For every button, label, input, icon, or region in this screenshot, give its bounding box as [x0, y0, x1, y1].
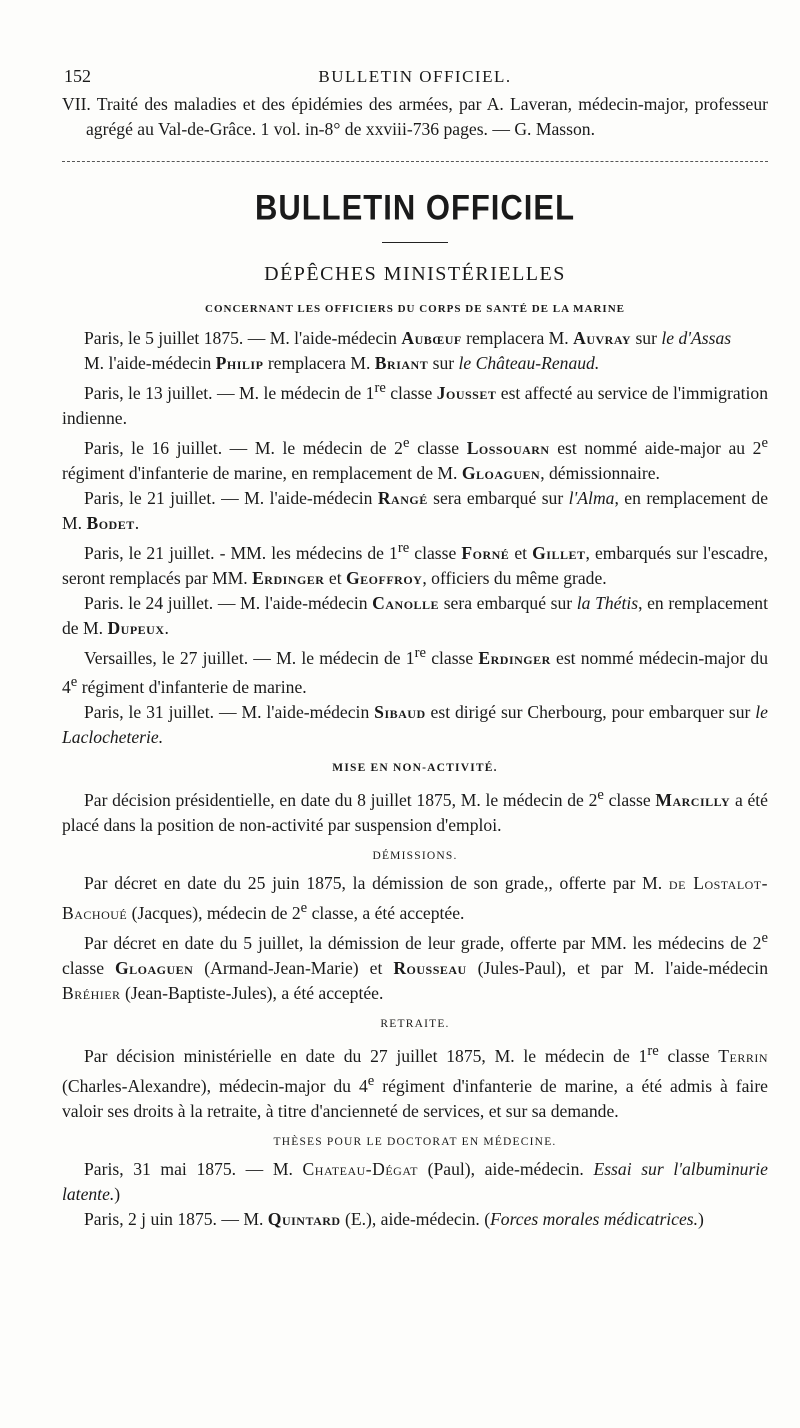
person-name: Forné: [461, 542, 510, 563]
concerning-heading: CONCERNANT LES OFFICIERS DU CORPS DE SANTÉ DE LA MARINE: [205, 303, 625, 315]
person-name: Erdinger: [252, 567, 325, 588]
thesis-entry: Paris, 31 mai 1875. — M. Chateau-Dégat (Paul), aide-médecin. Essai sur l'albuminurie latente.): [62, 1158, 768, 1204]
running-header: [62, 60, 768, 92]
decision-paragraph: Par décision ministérielle en date du 27 juillet 1875, M. le médecin de 1re classe Terrin (Charles-Alexandre), médecin-major du 4e régiment d'infanterie de marine, a été admis à faire valoir ses droits à la retraite, à titre d'ancienneté de services, et sur sa demande.: [62, 1042, 769, 1121]
person-name: Erdinger: [478, 647, 551, 668]
person-name: de Lostalot-Bachoué: [62, 873, 769, 924]
person-name: Terrin: [718, 1045, 769, 1066]
dispatch-paragraph: Versailles, le 27 juillet. — M. le médecin de 1re classe Erdinger est nommé médecin-major du 4e régiment d'infanterie de marine.: [62, 644, 769, 698]
section-heading-non-activity: MISE EN NON-ACTIVITÉ.: [332, 762, 498, 775]
ship-name: le Laclocheterie.: [62, 702, 768, 748]
dispatch-paragraph: M. l'aide-médecin Philip remplacera M. Briant sur le Château-Renaud.: [84, 353, 600, 373]
dispatch-paragraph: Paris, le 16 juillet. — M. le médecin de 2e classe Lossouarn est nommé aide-major au 2e régiment d'infanterie de marine, en remplacement de M. Gloaguen, démissionnaire.: [62, 434, 768, 483]
person-name: Lossouarn: [466, 437, 550, 458]
dispatch-paragraph: Paris, le 13 juillet. — M. le médecin de 1re classe Jousset est affecté au service de l'immigration indienne.: [62, 380, 768, 428]
person-name: Quintard: [267, 1208, 341, 1229]
person-name: Chateau-Dégat: [302, 1158, 419, 1179]
title-rule: [382, 242, 448, 243]
person-name: Gloaguen: [461, 462, 541, 483]
dispatches-heading: DÉPÊCHES MINISTÉRIELLES: [264, 263, 566, 285]
dispatch-paragraph: Paris, le 31 juillet. — M. l'aide-médecin Sibaud est dirigé sur Cherbourg, pour embarquer sur le Laclocheterie.: [62, 702, 768, 748]
person-name: Dupeux: [107, 617, 165, 638]
decision-paragraph: Par décision présidentielle, en date du 8 juillet 1875, M. le médecin de 2e classe Marcilly a été placé dans la position de non-activité par suspension d'emploi.: [62, 787, 768, 836]
ship-name: la Thétis: [576, 592, 639, 613]
dispatch-paragraph: Paris, le 21 juillet. — M. l'aide-médecin Rangé sera embarqué sur l'Alma, en remplacement de M. Bodet.: [62, 487, 769, 533]
person-name: Auvray: [573, 328, 632, 348]
dispatch-paragraph: Paris. le 24 juillet. — M. l'aide-médecin Canolle sera embarqué sur la Thétis, en remplacement de M. Dupeux.: [62, 592, 768, 638]
page-content: [62, 60, 768, 1232]
section-heading-theses: THÈSES POUR LE DOCTORAT EN MÉDECINE.: [273, 1135, 557, 1148]
thesis-entry: Paris, 2 j uin 1875. — M. Quintard (E.), aide-médecin. (Forces morales médicatrices.): [84, 1208, 704, 1229]
person-name: Jousset: [436, 382, 497, 403]
ship-name: le d'Assas: [661, 328, 732, 348]
review-number: VII.: [62, 94, 91, 114]
thesis-title: Forces morales médicatrices.: [490, 1208, 699, 1229]
person-name: Rangé: [377, 487, 428, 508]
thesis-title: Essai sur l'albuminurie latente.: [62, 1158, 768, 1204]
person-name: Bréhier: [62, 982, 121, 1003]
person-name: Philip: [215, 353, 264, 373]
person-name: Gillet: [532, 542, 586, 563]
ship-name: le Château-Renaud.: [458, 353, 600, 373]
person-name: Aubœuf: [401, 328, 462, 348]
person-name: Sibaud: [374, 702, 426, 723]
decision-paragraph: Par décret en date du 25 juin 1875, la démission de son grade,, offerte par M. de Lostalot-Bachoué (Jacques), médecin de 2e classe, a été acceptée.: [62, 873, 769, 924]
person-name: Rousseau: [393, 957, 467, 978]
person-name: Canolle: [372, 592, 440, 613]
section-heading-resignations: DÉMISSIONS.: [372, 850, 458, 863]
person-name: Marcilly: [655, 790, 731, 811]
section-heading-retirement: RETRAITE.: [380, 1017, 450, 1030]
decision-paragraph: Par décret en date du 5 juillet, la démission de leur grade, offerte par MM. les médecins de 2e classe Gloaguen (Armand-Jean-Marie) et Rousseau (Jules-Paul), et par M. l'aide-médecin Bréhier (Jean-Baptiste-Jules), a été acceptée.: [62, 930, 768, 1003]
running-title: BULLETIN OFFICIEL.: [318, 67, 512, 86]
person-name: Geoffroy: [345, 567, 423, 588]
page-number: 152: [64, 66, 91, 86]
bulletin-title: BULLETIN OFFICIEL: [254, 187, 576, 228]
person-name: Briant: [374, 353, 429, 373]
dispatch-paragraph: Paris, le 21 juillet. - MM. les médecins de 1re classe Forné et Gillet, embarqués sur l'escadre, seront remplacés par MM. Erdinger et Geoffroy, officiers du même grade.: [62, 539, 768, 588]
section-divider: [62, 161, 768, 162]
dispatch-paragraph: Paris, le 5 juillet 1875. — M. l'aide-médecin Aubœuf remplacera M. Auvray sur le d'Assas: [84, 328, 732, 348]
ship-name: l'Alma: [568, 487, 615, 508]
person-name: Gloaguen: [114, 957, 194, 978]
person-name: Bodet: [86, 512, 135, 533]
review-text: Traité des maladies et des épidémies des armées, par A. Laveran, médecin-major, professeur agrégé au Val-de-Grâce. 1 vol. in-8° de xxviii-736 pages. — G. Masson.: [86, 94, 768, 139]
review-entry: [62, 92, 768, 142]
